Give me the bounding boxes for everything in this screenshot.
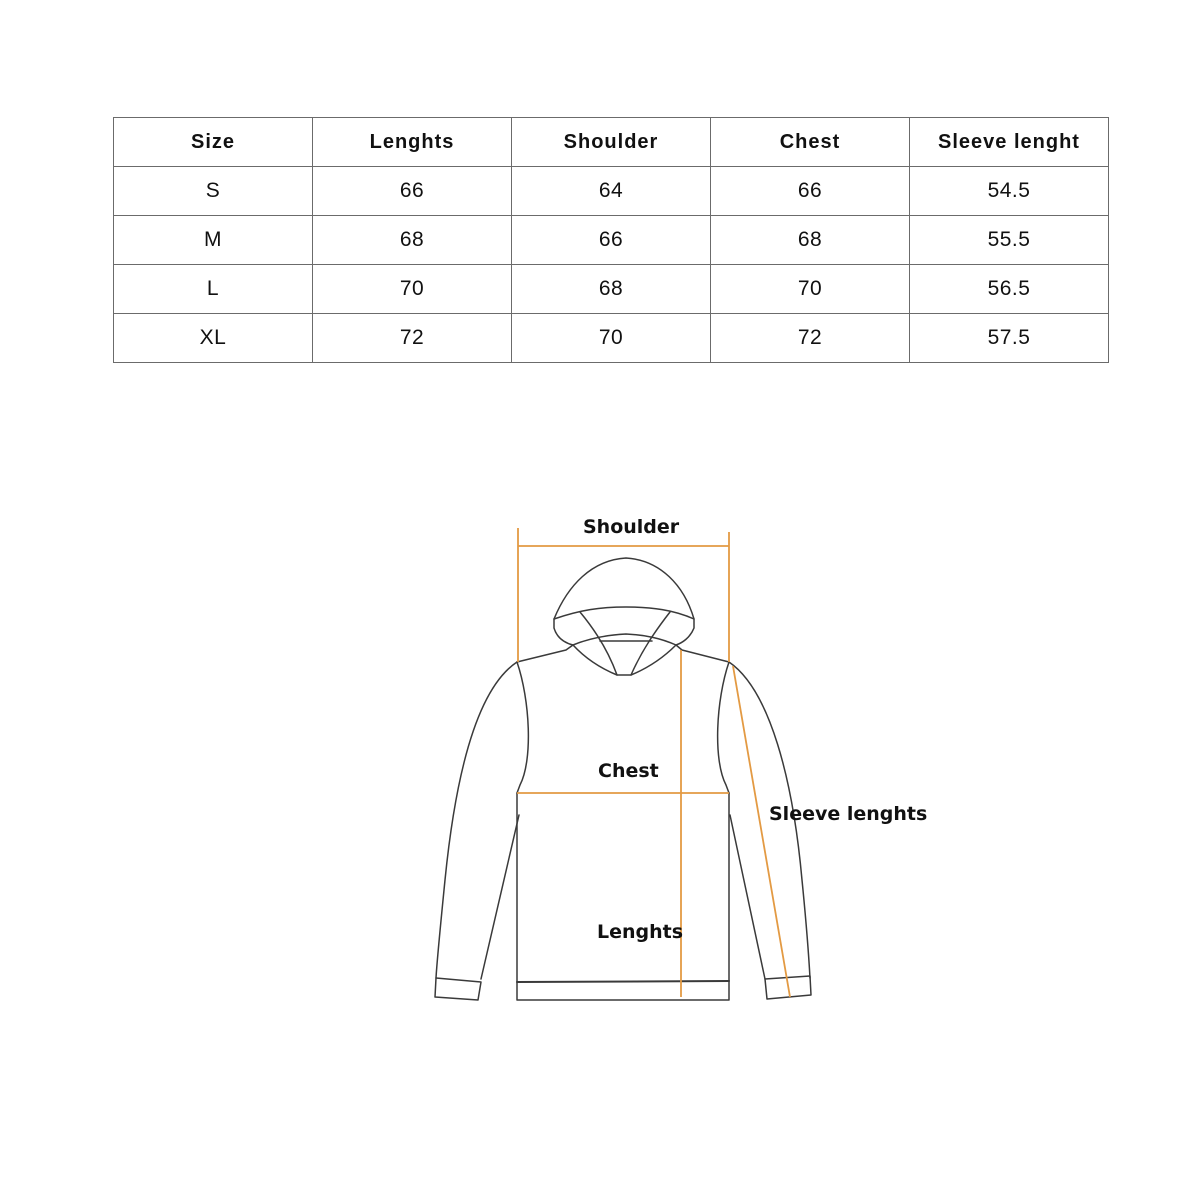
- cell-chest: 72: [711, 314, 910, 363]
- cell-length: 68: [313, 216, 512, 265]
- cell-sleeve-length: 57.5: [910, 314, 1109, 363]
- cell-sleeve-length: 56.5: [910, 265, 1109, 314]
- length-label: Lenghts: [597, 921, 684, 943]
- cell-size: S: [114, 167, 313, 216]
- sleeve-length-label: Sleeve lenghts: [769, 803, 928, 825]
- cell-size: M: [114, 216, 313, 265]
- shoulder-label: Shoulder: [583, 516, 680, 538]
- cell-shoulder: 70: [512, 314, 711, 363]
- cell-sleeve-length: 55.5: [910, 216, 1109, 265]
- cell-shoulder: 68: [512, 265, 711, 314]
- cell-chest: 68: [711, 216, 910, 265]
- header-size: Size: [114, 118, 313, 167]
- header-length: Lenghts: [313, 118, 512, 167]
- header-chest: Chest: [711, 118, 910, 167]
- cell-length: 70: [313, 265, 512, 314]
- cell-chest: 70: [711, 265, 910, 314]
- cell-size: XL: [114, 314, 313, 363]
- cell-shoulder: 66: [512, 216, 711, 265]
- cell-length: 66: [313, 167, 512, 216]
- header-shoulder: Shoulder: [512, 118, 711, 167]
- chest-label: Chest: [598, 760, 659, 782]
- sleeve-measure-line: [733, 666, 790, 997]
- cell-shoulder: 64: [512, 167, 711, 216]
- header-sleeve-length: Sleeve lenght: [910, 118, 1109, 167]
- cell-length: 72: [313, 314, 512, 363]
- cell-size: L: [114, 265, 313, 314]
- cell-sleeve-length: 54.5: [910, 167, 1109, 216]
- cell-chest: 66: [711, 167, 910, 216]
